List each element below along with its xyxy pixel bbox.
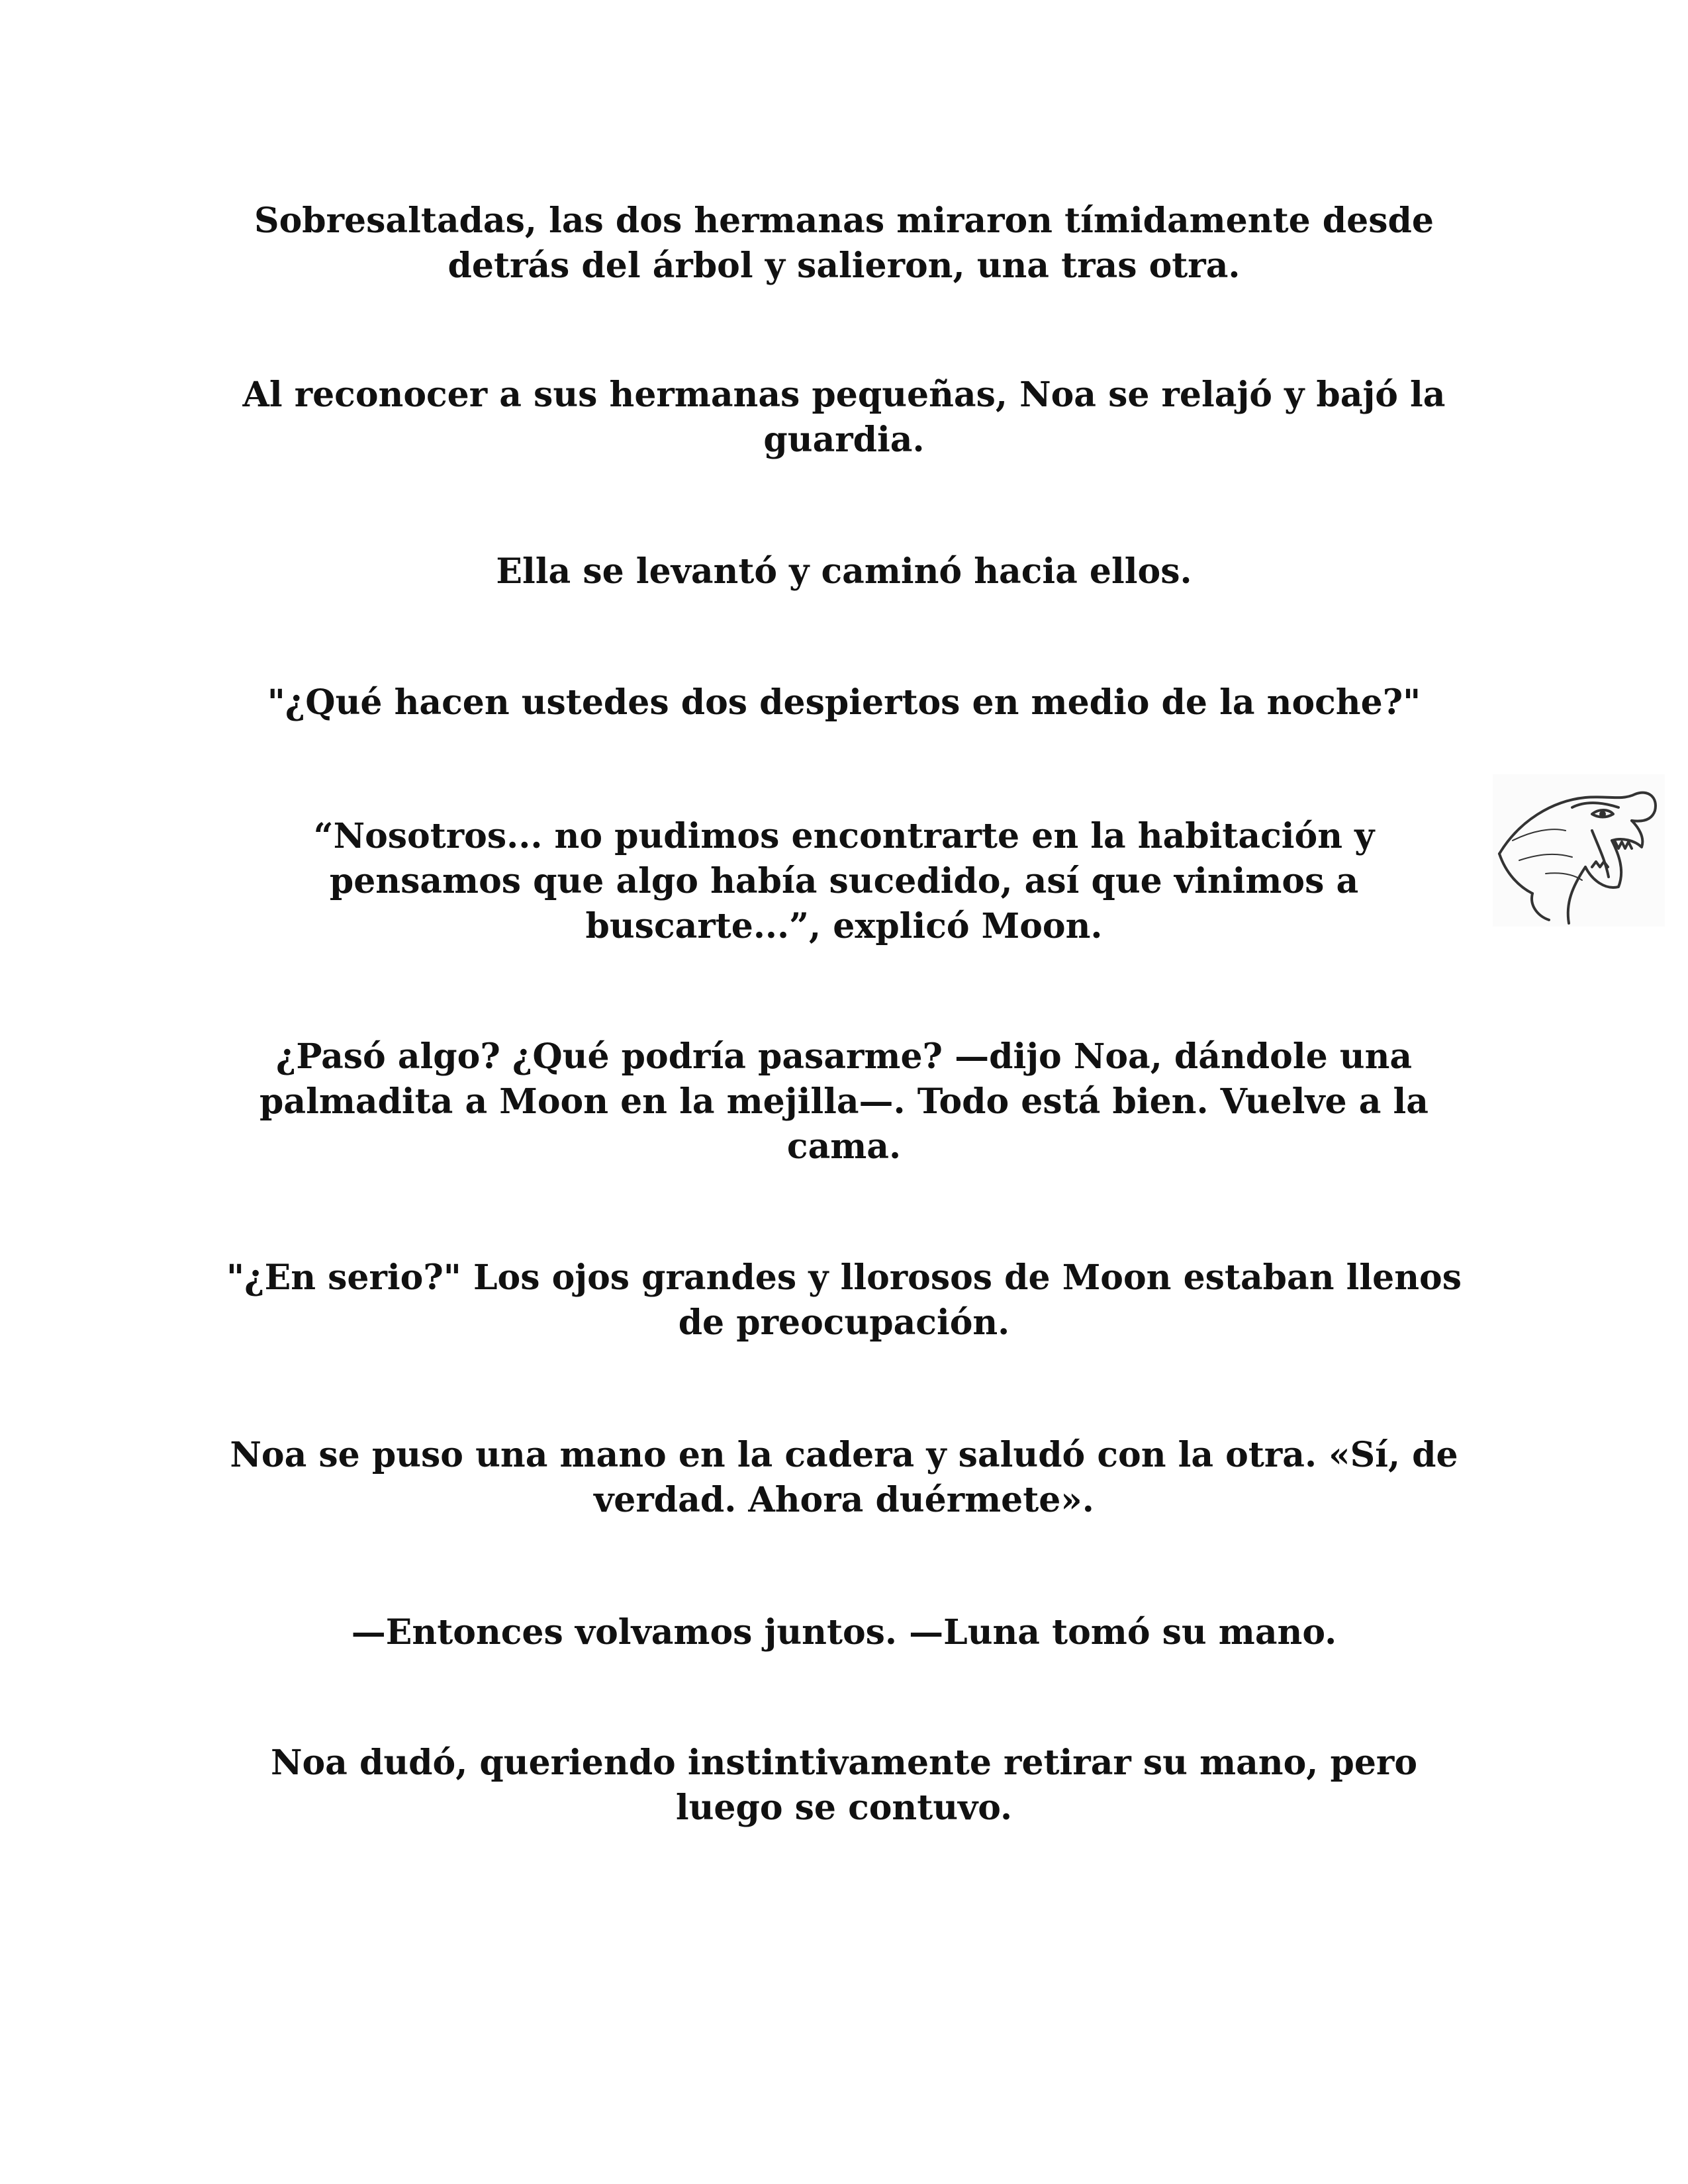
paragraph-3: Ella se levantó y caminó hacia ellos. — [496, 551, 1192, 592]
paragraph-10: Noa dudó, queriendo instintivamente retirar su mano, pero luego se contuvo. — [270, 1743, 1418, 1828]
paragraph-1: Sobresaltadas, las dos hermanas miraron tímidamente desde detrás del árbol y salieron, una tras otra. — [254, 201, 1434, 286]
paragraph-8: Noa se puso una mano en la cadera y saludó con la otra. «Sí, de verdad. Ahora duérmete». — [230, 1435, 1458, 1520]
paragraph-9: —Entonces volvamos juntos. —Luna tomó su mano. — [351, 1612, 1337, 1653]
paragraph-7: "¿En serio?" Los ojos grandes y llorosos de Moon estaban llenos de preocupación. — [226, 1257, 1462, 1343]
paragraph-4: "¿Qué hacen ustedes dos despiertos en medio de la noche?" — [267, 682, 1421, 723]
paragraph-6: ¿Pasó algo? ¿Qué podría pasarme? —dijo Noa, dándole una palmadita a Moon en la mejilla—. Todo está bien. Vuelve a la cama. — [259, 1036, 1429, 1167]
dinosaur-head-sketch-icon — [1493, 774, 1665, 927]
paragraph-5: “Nosotros... no pudimos encontrarte en la habitación y pensamos que algo había sucedido, así que vinimos a buscarte...”, explicó Moon. — [313, 816, 1375, 946]
paragraph-2: Al reconocer a sus hermanas pequeñas, Noa se relajó y bajó la guardia. — [242, 375, 1446, 460]
